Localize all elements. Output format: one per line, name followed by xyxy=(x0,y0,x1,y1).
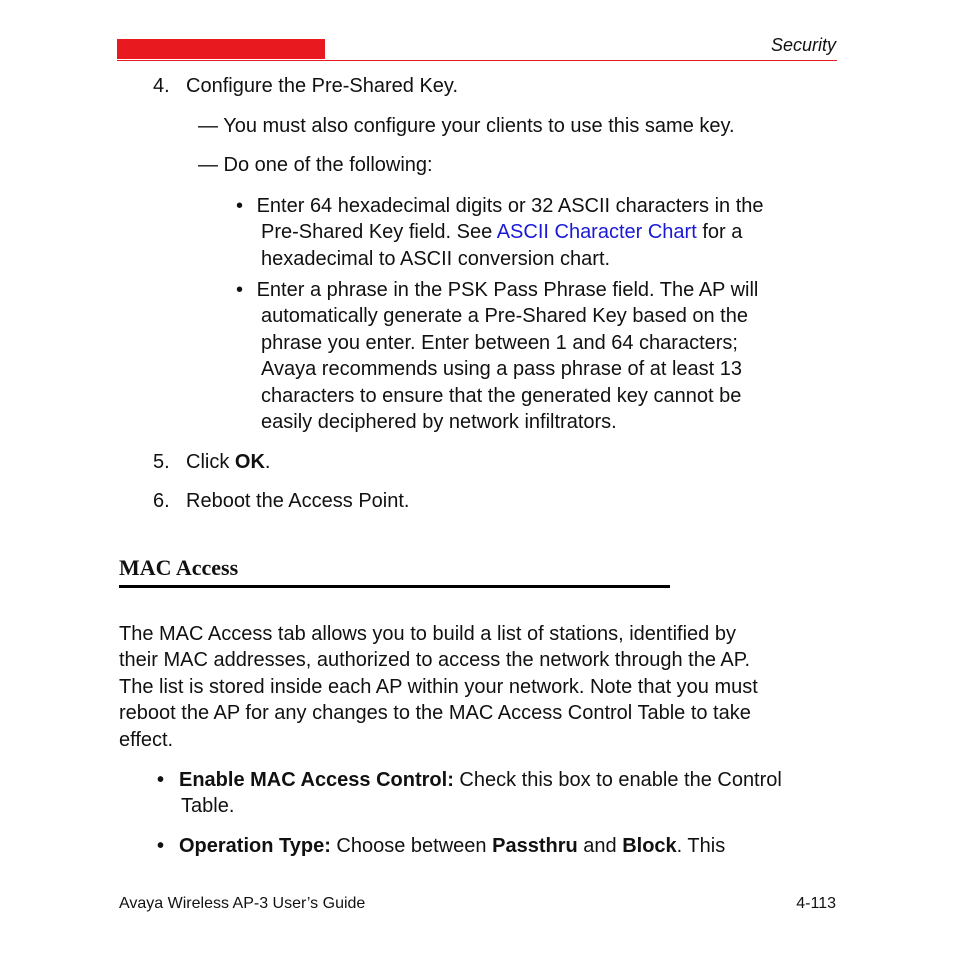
paragraph-line: reboot the AP for any changes to the MAC Access Control Table to take xyxy=(119,702,751,724)
paragraph-line: The MAC Access tab allows you to build a list of stations, identified by xyxy=(119,623,736,645)
step-text-post: . xyxy=(264,451,271,473)
sub-bullet-line: easily deciphered by network infiltrators. xyxy=(261,411,617,433)
sub-bullet-line: Pre-Shared Key field. See xyxy=(261,221,497,243)
sub-bullet-line: automatically generate a Pre-Shared Key based on the xyxy=(261,305,748,327)
dash-note: — Do one of the following: xyxy=(198,154,433,176)
footer-title: Avaya Wireless AP-3 User’s Guide xyxy=(119,895,366,912)
bullet-desc: and xyxy=(577,835,623,857)
step-text: Configure the Pre-Shared Key. xyxy=(186,75,459,97)
header-red-bar xyxy=(117,39,325,59)
bullet-desc-cont: Table. xyxy=(181,795,235,817)
paragraph-line: their MAC addresses, authorized to access the network through the AP. xyxy=(119,649,751,671)
block-term: Block xyxy=(622,835,677,857)
ascii-chart-link[interactable]: ASCII Character Chart xyxy=(496,221,697,243)
bullet-icon: • xyxy=(236,279,244,301)
sub-bullet-line: for a xyxy=(696,221,743,243)
bullet-desc: Check this box to enable the Control xyxy=(453,769,782,791)
bullet-term: Enable MAC Access Control: xyxy=(179,769,454,791)
dash-note: — You must also configure your clients to use this same key. xyxy=(198,115,735,137)
section-heading: MAC Access xyxy=(119,555,239,580)
step-text xyxy=(186,449,270,476)
step-number: 5. xyxy=(153,451,170,473)
sub-bullet-1-line-2 xyxy=(261,219,742,246)
ok-label: OK xyxy=(234,451,265,473)
sub-bullet-line: phrase you enter. Enter between 1 and 64 characters; xyxy=(261,332,738,354)
bullet-term: Operation Type: xyxy=(179,835,331,857)
header-section-title: Security xyxy=(770,35,836,55)
sub-bullet-line: Avaya recommends using a pass phrase of at least 13 xyxy=(261,358,743,380)
step-text-pre: Click xyxy=(186,451,235,473)
footer-page-number: 4-113 xyxy=(796,895,836,912)
sub-bullet-2 xyxy=(236,277,758,304)
heading-rule xyxy=(119,585,670,588)
header-rule xyxy=(117,60,837,61)
bullet-icon: • xyxy=(236,195,244,217)
sub-bullet-line: Enter 64 hexadecimal digits or 32 ASCII characters in the xyxy=(256,195,764,217)
bullet-text xyxy=(179,767,782,794)
bullet-text xyxy=(179,833,725,860)
step-number: 6. xyxy=(153,490,170,512)
sub-bullet-line: Enter a phrase in the PSK Pass Phrase field. The AP will xyxy=(256,279,759,301)
step-text: Reboot the Access Point. xyxy=(186,490,410,512)
sub-bullet-line: hexadecimal to ASCII conversion chart. xyxy=(261,248,611,270)
bullet-desc: Choose between xyxy=(330,835,493,857)
step-number: 4. xyxy=(153,75,170,97)
passthru-term: Passthru xyxy=(492,835,578,857)
bullet-icon: • xyxy=(157,769,165,791)
bullet-desc: . This xyxy=(676,835,726,857)
bullet-icon: • xyxy=(157,835,165,857)
paragraph-line: The list is stored inside each AP within your network. Note that you must xyxy=(119,676,758,698)
sub-bullet-line: characters to ensure that the generated key cannot be xyxy=(261,385,742,407)
sub-bullet-1 xyxy=(236,193,764,220)
paragraph-line: effect. xyxy=(119,729,174,751)
